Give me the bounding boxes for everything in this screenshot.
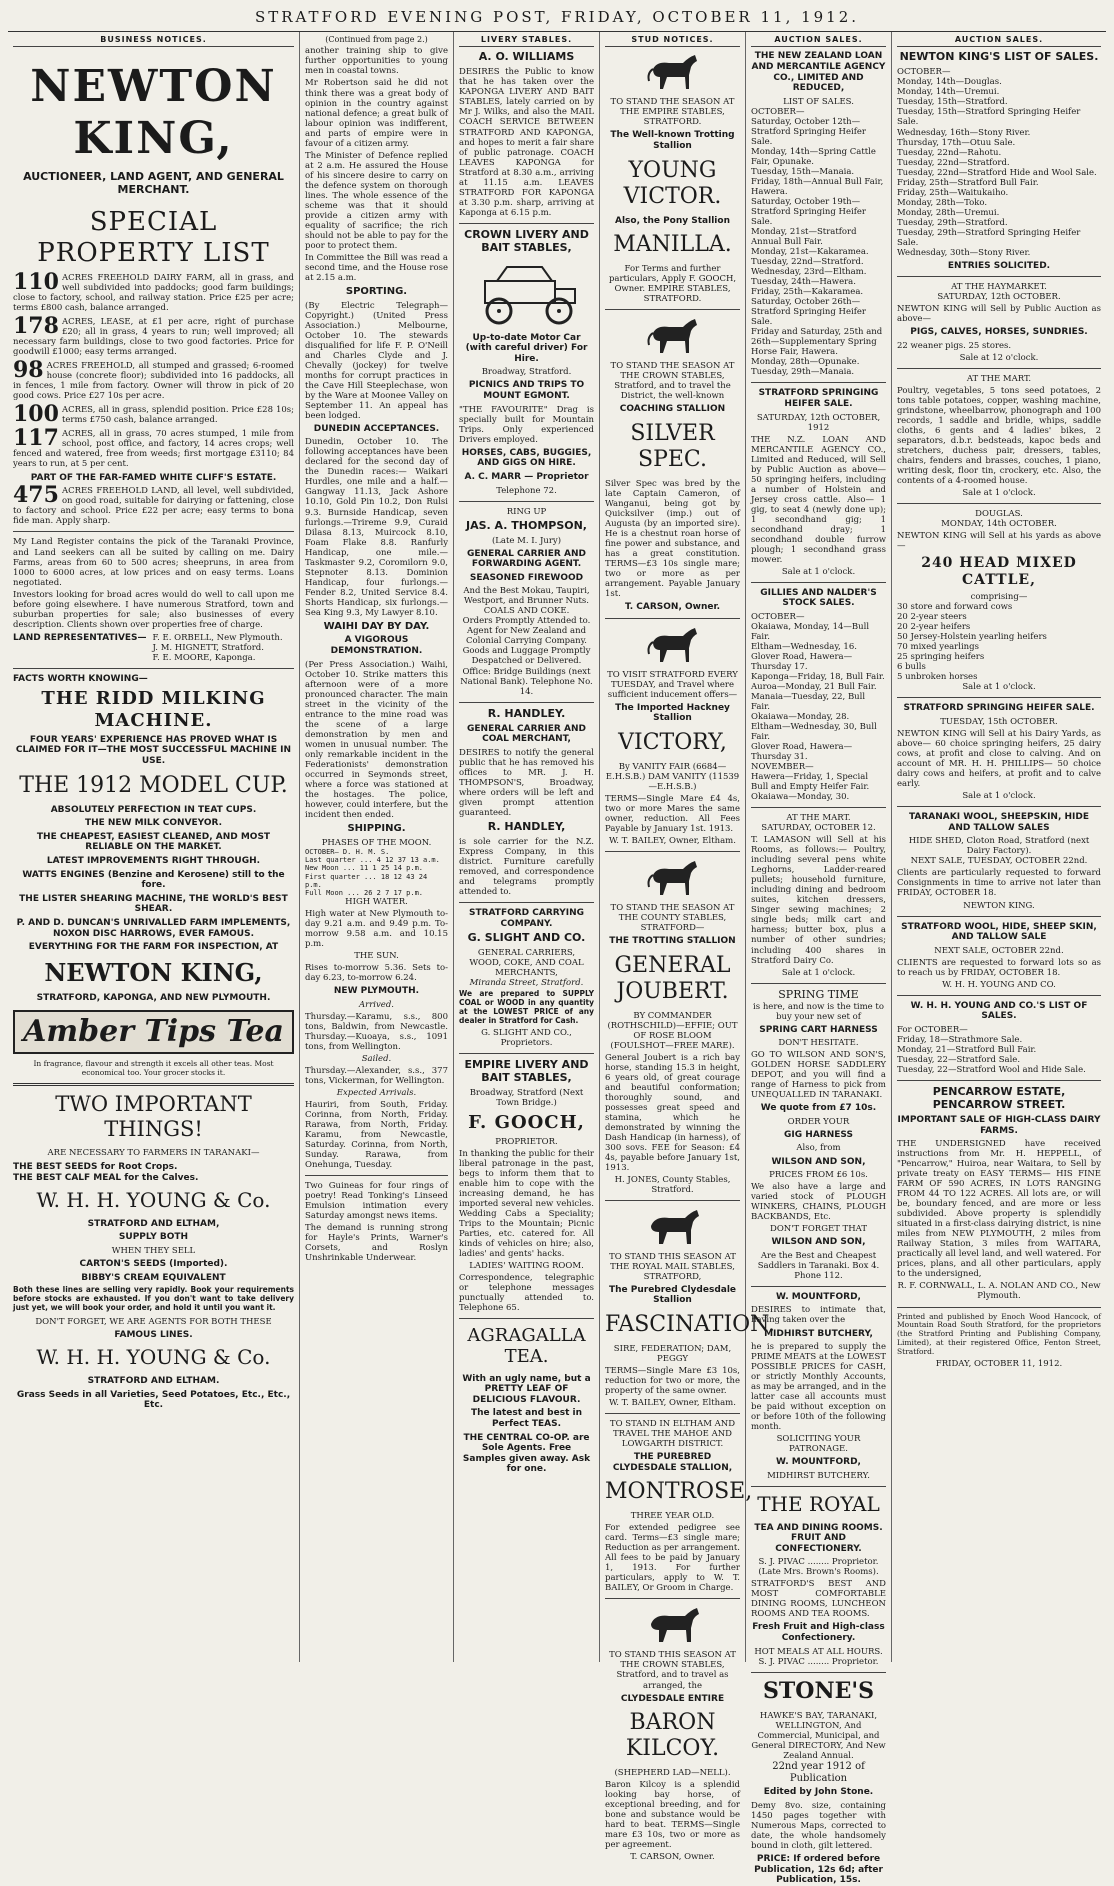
divider — [751, 807, 886, 808]
gillies-sales-list: OCTOBER— Okaiawa, Monday, 14—Bull Fair. Eltham—Wednesday, 16. Glover Road, Hawera—Thursday 17. Kaponga—Friday, 18, Bull Fair. Auroa—Monday, 21 Bull Fair. Manaia—Tuesday, 22, Bull Fair. Okaiawa—Monday, 28. Eltham—Wednesday, 30, Bull Fair. Glover Road, Hawera—Thursday 31. NOVEMBER— Hawera—Friday, 1, Special Bull and Empty Heifer Fair. Okaiawa—Monday, 30. — [751, 612, 885, 803]
nk-sales-list: OCTOBER— Monday, 14th—Douglas. Monday, 14th—Uremui. Tuesday, 15th—Stratford. Tuesday, 15th—Stratford Springing Heifer Sale. Wednesday, 16th—Stony River. Thursday, 17th—Otuu Sale. Tuesday, 22nd—Rahotu. Tuesday, 22nd—Stratford. Tuesday, 22nd—Stratford Hide and Wool Sale. Friday, 25th—Stratford Bull Fair. Friday, 25th—Waitukaiho. Monday, 28th—Toko. Monday, 28th—Uremui. Tuesday, 29th—Stratford. Tuesday, 29th—Stratford Springing Heifer Sale. Wednesday, 30th—Stony River. — [897, 67, 1097, 258]
marr: A. C. MARR — Proprietor — [464, 471, 589, 482]
divider — [13, 668, 294, 669]
dont-hesitate: DON'T HESITATE. — [778, 1038, 859, 1049]
divider — [605, 1200, 740, 1201]
mountford-2: W. MOUNTFORD, — [776, 1457, 861, 1468]
divider — [751, 582, 886, 583]
midhirst: MIDHIRST BUTCHERY, — [764, 1328, 873, 1339]
firm-role: AUCTIONEER, LAND AGENT, AND GENERAL MERCHANT. — [23, 170, 284, 197]
ad5-owner: W. T. BAILEY, Owner, Eltham. — [609, 1398, 736, 1409]
ad3-intro: TO VISIT STRATFORD EVERY TUESDAY, and Travel where sufficient inducement offers— — [607, 669, 738, 700]
property-item: 110 ACRES FREEHOLD DAIRY FARM, all in grass, and well subdivided into paddocks; good farm buildings; close to factory, school, and railway station. Price £25 per acre; terms £800 cash, balance arranged. — [13, 268, 294, 313]
next-sale: NEXT SALE, TUESDAY, OCTOBER 22nd. — [910, 856, 1088, 867]
conveyor: THE NEW MILK CONVEYOR. — [84, 818, 223, 829]
ad2-text: Silver Spec was bred by the late Captain Cameron, of Wanganui, being got by Quicksilver (imp.) out of Augusta (by an imported sire). He is a chestnut roan horse of fine power and substance, and has a great constitution. TERMS—£3 10s single mare; two or more as per arrangement. Payable January 1st. — [605, 478, 740, 599]
divider — [897, 697, 1101, 698]
cheapest: THE CHEAPEST, EASIEST CLEANED, AND MOST RELIABLE ON THE MARKET. — [36, 831, 271, 853]
ad1-also: Also, the Pony Stallion — [615, 215, 730, 226]
both-lines: Both these lines are selling very rapidly. Book your requirements before stocks are exhausted. If you don't want to take delivery just yet, we will book your order, and hold it until you want it. — [13, 1285, 294, 1312]
section-heading: AUCTION SALES. — [751, 35, 886, 47]
next-22: NEXT SALE, OCTOBER 22nd. — [934, 945, 1064, 956]
everything: EVERYTHING FOR THE FARM FOR INSPECTION, AT — [28, 942, 279, 953]
divider — [459, 702, 594, 703]
latest-teas: The latest and best in Perfect TEAS. — [470, 1408, 583, 1429]
divider — [13, 531, 294, 532]
investors-text: Investors looking for broad acres would do well to call upon me before going elsewhere. I have numerous Stratford, town and suburban properties for sale; also businesses of every description. Clients shown over properties free of charge. — [13, 589, 294, 630]
mountford-text-2: he is prepared to supply the PRIME MEATS at the LOWEST POSSIBLE PRICES for CASH, or strictly Monthly Accounts, as may be arranged, and in the latter case all accounts must be paid without exception on or before 10th of the following month. — [751, 1342, 886, 1433]
edited: Edited by John Stone. — [763, 1787, 874, 1798]
comprising: comprising— — [970, 592, 1028, 603]
ad3-pedigree: By VANITY FAIR (6684—E.H.S.B.) DAM VANITY (11539—E.H.S.B.) — [605, 761, 740, 792]
hay-text: NEWTON KING will Sell by Public Auction as above— — [897, 304, 1101, 325]
tea-note: In fragrance, flavour and strength it excels all other teas. Most economical too. Your grocer stocks it. — [33, 1058, 274, 1077]
news-para: The Minister of Defence replied at 2 a.m. He assured the House of his sincere desire to carry on the defence system on thorough lines. The whole essence of the scheme was that it should provide a citizen army with equality of sacrifice; the rich should not be able to pay for the poor to protect them. — [305, 150, 448, 251]
horse-icon — [643, 1206, 703, 1248]
ad1-sub: The Well-known Trotting Stallion — [610, 130, 735, 152]
section-heading: AUCTION SALES. — [897, 35, 1101, 47]
clients-2: CLIENTS are requested to forward lots so as to reach us by FRIDAY, OCTOBER 18. — [897, 957, 1101, 978]
motor-text: Up-to-date Motor Car (with careful driver) For Hire. — [465, 332, 588, 364]
ad7-sub: CLYDESDALE ENTIRE — [620, 1693, 725, 1704]
masthead: STRATFORD EVENING POST, FRIDAY, OCTOBER 11, 1912. — [8, 6, 1106, 32]
demy: Demy 8vo. size, containing 1450 pages together with Numerous Maps, corrected to date, the whole handsomely bound in cloth, gilt lettered. — [751, 1800, 886, 1851]
handley-2: R. HANDLEY, — [487, 819, 566, 833]
whhy: W. H. H. YOUNG AND CO. — [942, 979, 1056, 990]
divider — [605, 851, 740, 852]
ad7-owner: T. CARSON, Owner. — [630, 1852, 715, 1863]
ad1-intro: TO STAND THE SEASON AT THE EMPIRE STABLES, STRATFORD. — [610, 97, 735, 128]
news-para: Mr Robertson said he did not think there was a great body of opinion in the country against national defence; a great bulk of labour opinion was indifferent, and parts of empire were in favour of a citizen army. — [305, 78, 448, 149]
supply: SUPPLY BOTH — [118, 1232, 189, 1243]
divider — [305, 1175, 448, 1176]
ad1-terms: For Terms and further particulars, Apply F. GOOCH, Owner. EMPIRE STABLES, STRATFORD. — [608, 264, 737, 305]
gillies-heading: GILLIES AND NALDER'S STOCK SALES. — [760, 587, 877, 609]
ad2-sub: COACHING STALLION — [619, 404, 726, 415]
ad4-owner: H. JONES, County Stables, Stratford. — [614, 1174, 731, 1195]
douglas-text: NEWTON KING will Sell at his yards as above— — [897, 531, 1101, 552]
column-news — [300, 32, 454, 1662]
divider — [459, 902, 594, 903]
royal: THE ROYAL — [757, 1491, 880, 1516]
office: Office: Bridge Buildings (next National Bank). Telephone No. 14. — [460, 666, 593, 697]
arrived-text: Thursday.—Karamu, s.s., 800 tons, Baldwin, from Newcastle. Thursday.—Kuoaya, s.s., 1091 tons, from Wellington. — [305, 1012, 448, 1053]
gooch-text: In thanking the public for their liberal patronage in the past, begs to inform them that to enable him to cope with the increasing demand, he has imported several new vehicles. Wedding Cabs a Speciality; Trips to the Mountain; Picnic Parties, etc. catered for. All kinds of vehicles on hire; also, ladies' and gents' hacks. — [459, 1148, 594, 1259]
hot-meals: HOT MEALS AT ALL HOURS. — [754, 1646, 883, 1657]
property-list-title: SPECIAL PROPERTY LIST — [37, 207, 270, 268]
property-item: 98 ACRES FREEHOLD, all stumped and grassed; 6-roomed house (concrete floor); subdivided into 16 paddocks, all in fences, 1 mile from factory. Owner will throw in pick of 20 good cows. Price £27 10s per acre. — [13, 356, 294, 401]
late-brown: (Late Mrs. Brown's Rooms). — [758, 1567, 879, 1578]
mart-date: SATURDAY, OCTOBER 12. — [761, 823, 876, 834]
column-business-notices — [8, 32, 300, 1662]
property-item: 475 ACRES FREEHOLD LAND, all level, well subdivided, on good road, suitable for dairying or fattening, close to factory and school. Price £22 per acre; easy terms to bona fide man. Apply sharp. — [13, 482, 294, 527]
sporting-heading: SPORTING. — [345, 285, 408, 297]
divider — [751, 983, 886, 984]
orders: Orders Promptly Attended to. — [462, 616, 591, 627]
register-text: My Land Register contains the pick of the Taranaki Province, and Land seekers can all be suited by calling on me. Dairy Farms, areas from 60 to 500 acres; sheepruns, in area from 1000 to 6000 acres, at low prices and on easy terms. Loans negotiated. — [13, 537, 294, 588]
divider — [897, 368, 1101, 369]
horse-icon — [643, 315, 703, 357]
important-sale: IMPORTANT SALE OF HIGH-CLASS DAIRY FARMS. — [897, 1115, 1101, 1136]
ad4-pedigree: BY COMMANDER (ROTHSCHILD)—EFFIE; OUT OF ROSE BLOOM (FOULSHOT—FREE MARE). — [607, 1010, 738, 1051]
duncan: P. AND D. DUNCAN'S UNRIVALLED FARM IMPLEMENTS, NOXON DISC HARROWS, EVER FAMOUS. — [16, 918, 291, 939]
sale-1: Sale at 1 o'clock. — [962, 488, 1036, 499]
land-representatives: LAND REPRESENTATIVES— F. E. ORBELL, New Plymouth. J. M. HIGNETT, Stratford. F. E. MOORE, Kaponga. — [13, 632, 283, 663]
stones: STONE'S — [763, 1677, 874, 1704]
crown-stables: CROWN LIVERY AND BAIT STABLES, — [464, 227, 589, 254]
section-heading: STUD NOTICES. — [605, 35, 740, 47]
spring-time: SPRING TIME — [778, 987, 859, 1001]
perfection: ABSOLUTELY PERFECTION IN TEAT CUPS. — [50, 804, 257, 815]
year-line: 22nd year 1912 of Publication — [772, 1760, 865, 1784]
best-saddlers: Are the Best and Cheapest Saddlers in Taranaki. Box 4. Phone 112. — [757, 1250, 880, 1281]
famous: FAMOUS LINES. — [114, 1329, 193, 1340]
moon-table: OCTOBER— D. H. M. S. Last quarter ... 4 12 37 13 a.m. New Moon ... 11 1 25 14 p.m. First quarter ... 18 12 43 24 p.m. Full Moon ... 26 2 7 17 p.m. — [305, 847, 440, 897]
ad4-sub: THE TROTTING STALLION — [609, 936, 736, 946]
broadway: Broadway, Stratford (Next Town Bridge.) — [469, 1087, 584, 1108]
empire-stables: EMPIRE LIVERY AND BAIT STABLES, — [464, 1057, 589, 1084]
guineas-text: Two Guineas for four rings of poetry! Read Tonking's Linseed Emulsion intimation every Saturday amongst news items. — [305, 1181, 448, 1222]
divider — [897, 806, 1101, 807]
horse-icon — [643, 857, 703, 899]
stones-text: HAWKE'S BAY, TARANAKI, WELLINGTON, And Commercial, Municipal, and General DIRECTORY, And New Zealand Annual. — [751, 1710, 886, 1761]
motor-place: Broadway, Stratford. — [481, 367, 572, 378]
ad3-terms: TERMS—Single Mare £4 4s, two or more Mares the same owner, reduction. All Fees Payable by January 1st. 1913. — [605, 793, 740, 834]
ridd-line: THE RIDD MILKING MACHINE. — [41, 688, 266, 731]
news-para: another training ship to give further opportunities to young men in coastal towns. — [305, 46, 448, 77]
sale-1c: Sale at 1 o'clock. — [962, 791, 1036, 802]
column-auction-sales-2 — [892, 32, 1106, 1662]
nk-heading: NEWTON KING'S LIST OF SALES. — [899, 50, 1099, 64]
ssh-text: THE N.Z. LOAN AND MERCANTILE AGENCY CO., Limited and Reduced, will Sell by Public Auction as above— 50 springing heifers, including a number of Holstein and Jersey cross cattle. Also— 1 gig, to seat 4 (newly done up); 1 secondhand gig; 1 secondhand dray; 1 secondhand double furrow plough; 1 secondhand grass mower. — [751, 434, 886, 565]
ugly-name: With an ugly name, but a PRETTY LEAF OF DELICIOUS FLAVOUR. — [462, 1373, 591, 1405]
ad2-owner: T. CARSON, Owner. — [624, 602, 721, 612]
waihi-para: (Per Press Association.) Waihi, October 10. Strike matters this afternoon were of a more pronounced character. The main street in the vicinity of the entrance to the mine road was the scene of a large demonstration by men and women in unusual number. The only remarkable incident in the Federationists' demonstration occurred in Seymonds street, where a force was stationed at the hostages. The police, however, could interfere, but the incident then ended. — [305, 659, 448, 820]
when: WHEN THEY SELL — [111, 1246, 196, 1257]
divider — [751, 1486, 886, 1487]
column-stud-notices — [600, 32, 776, 1863]
divider — [751, 382, 886, 383]
divider — [459, 223, 594, 224]
ad5-name: FASCINATION. — [605, 1312, 776, 1338]
slight-role: GENERAL CARRIERS, — [477, 948, 576, 959]
horses-on-hire: HORSES, CABS, BUGGIES, AND GIGS ON HIRE. — [461, 447, 592, 469]
spring-text: is here, and now is the time to buy your new set of — [753, 1001, 884, 1022]
slight: G. SLIGHT AND CO. — [467, 931, 586, 945]
ad3-sub: The Imported Hackney Stallion — [615, 702, 730, 724]
ladies-room: LADIES' WAITING ROOM. — [469, 1260, 584, 1271]
ssh-date: TUESDAY, 15th OCTOBER. — [940, 717, 1058, 728]
dunedin-heading: DUNEDIN ACCEPTANCES. — [313, 423, 440, 434]
wilson-2: WILSON AND SON, — [771, 1156, 866, 1167]
sale-12: Sale at 12 o'clock. — [959, 353, 1039, 363]
property-list — [13, 268, 294, 469]
section-heading: BUSINESS NOTICES. — [13, 35, 294, 47]
pivac: S. J. PIVAC ........ Proprietor. — [758, 1557, 879, 1568]
sale-1b: Sale at 1 o'clock. — [962, 682, 1036, 693]
ad6-name: MONTROSE, — [605, 1479, 753, 1505]
clients: Clients are particularly requested to forward Consignments in time to arrive not later than FRIDAY, OCTOBER 18. — [897, 868, 1101, 899]
ad5-terms: TERMS—Single Mare £3 10s, reduction for two or more, the property of the same owner. — [605, 1366, 740, 1397]
nzl-sales-list: OCTOBER— Saturday, October 12th—Stratford Springing Heifer Sale. Monday, 14th—Spring Cattle Fair, Opunake. Tuesday, 15th—Manaia. Friday, 18th—Annual Bull Fair, Hawera. Saturday, October 19th—Stratford Springing Heifer Sale. Monday, 21st—Stratford Annual Bull Fair. Monday, 21st—Kakaramea. Tuesday, 22nd—Stratford. Wednesday, 23rd—Eltham. Tuesday, 24th—Hawera. Friday, 25th—Kakaramea. Saturday, October 26th—Stratford Springing Heifer Sale. Friday and Saturday, 25th and 26th—Supplementary Spring Horse Fair, Hawera. Monday, 28th—Opunake. Tuesday, 29th—Manaia. — [751, 106, 884, 378]
scc: STRATFORD CARRYING COMPANY. — [468, 907, 584, 929]
swhs-heading: STRATFORD WOOL, HIDE, SHEEP SKIN, AND TALLOW SALE — [901, 921, 1097, 943]
ad1-name-2: MANILLA. — [613, 232, 732, 258]
ssh-text: NEWTON KING will Sell at his Dairy Yards, as above— 60 choice springing heifers, 25 dairy cows, at profit and close to calving. And on account of MR. H. H. PHILLIPS— 50 choice dairy cows and heifers, at profit and to calve early. — [897, 729, 1101, 790]
shipping-heading: SHIPPING. — [347, 822, 406, 834]
dont-forget: DON'T FORGET THAT — [770, 1224, 867, 1235]
divider — [605, 1413, 740, 1414]
necessary: ARE NECESSARY TO FARMERS IN TARANAKI— — [47, 1147, 260, 1158]
coals: COALS AND COKE. — [483, 606, 570, 617]
order-your: ORDER YOUR — [787, 1116, 850, 1127]
ssh-heading: STRATFORD SPRINGING HEIFER SALE. — [758, 388, 879, 409]
pencarrow: PENCARROW ESTATE, PENCARROW STREET. — [932, 1085, 1066, 1112]
ad5-pedigree: SIRE, FEDERATION; DAM, PEGGY — [613, 1344, 732, 1365]
latest: LATEST IMPROVEMENTS RIGHT THROUGH. — [46, 855, 261, 866]
fresh: Fresh Fruit and High-class Confectionery. — [752, 1622, 885, 1644]
miranda: Miranda Street, Stratford. — [469, 978, 584, 989]
seeds-footer: Grass Seeds in all Varieties, Seed Potatoes, Etc., Etc., Etc. — [16, 1389, 291, 1411]
whh-young: W. H. H. YOUNG & Co. — [36, 1188, 271, 1213]
divider — [897, 276, 1101, 277]
property-item: 100 ACRES, all in grass, splendid position. Price £28 10s; terms £750 cash, balance arranged. — [13, 400, 294, 427]
ad7-text: Baron Kilcoy is a splendid looking bay horse, of exceptional breeding, and for bone and substance would be hard to beat. TERMS—Single mare £3 10s, two or more as per agreement. — [605, 1780, 740, 1851]
signers: R. F. CORNWALL, L. A. NOLAN AND CO., New Plymouth. — [897, 1281, 1101, 1302]
sporting-para: (By Electric Telegraph—Copyright.) (United Press Association.) Melbourne, October 10. The stewards disqualified for life F. P. O'Neill and Charles Clyde and J. Chevally (jockey) for twelve months for corrupt practices in the Cave Hill Steeplechase, won by the Ware at Moonee Valley on September 11. An appeal has been lodged. — [305, 300, 448, 421]
pivac-2: S. J. PIVAC ........ Proprietor. — [758, 1656, 879, 1667]
hay-date: SATURDAY, 12th OCTOBER. — [937, 292, 1061, 303]
divider — [897, 1307, 1101, 1308]
ssh-date: SATURDAY, 12th OCTOBER, 1912 — [756, 412, 881, 433]
price: PRICE: If ordered before Publication, 12s 6d; after Publication, 15s. — [754, 1853, 883, 1886]
wool-heading: TARANAKI WOOL, SHEEPSKIN, HIDE AND TALLOW SALES — [908, 812, 1090, 833]
ad5-sub: The Purebred Clydesdale Stallion — [608, 1284, 737, 1306]
late-jury: (Late M. I. Jury) — [491, 535, 562, 546]
ad3-name: VICTORY, — [618, 729, 727, 755]
mart-text: T. LAMASON will Sell at his Rooms, as follows:— Poultry, including several pens white Leghorns, Ladder-reared pullets; household furniture, including dining and bedroom suites, kitchen dressers, Singer sewing machines; 2 single beds; milk cart and harness; butter box, plus a number of other sundries; including 400 shares in Stratford Dairy Co. — [751, 835, 886, 966]
columns — [8, 32, 1106, 1886]
ad2-name: SILVER SPEC. — [630, 420, 715, 472]
news-para: In Committee the Bill was read a second time, and the House rose at 2.15 a.m. — [305, 252, 448, 283]
mart-heading: AT THE MART. — [786, 813, 851, 824]
mart-sale: Sale at 1 o'clock. — [781, 967, 856, 978]
telephone: Telephone 72. — [496, 485, 557, 496]
douglas-date: MONDAY, 14th OCTOBER. — [941, 519, 1057, 530]
weaner: 22 weaner pigs. 25 stores. — [897, 340, 1012, 351]
horse-icon — [643, 624, 703, 666]
amber-tips-tea-logo: Amber Tips Tea — [13, 1010, 294, 1054]
vigorous: A VIGOROUS DEMONSTRATION. — [330, 635, 423, 657]
ad6-intro: TO STAND IN ELTHAM AND TRAVEL THE MAHOE AND LOWGARTH DISTRICT. — [609, 1419, 736, 1450]
head-cattle: 240 HEAD MIXED CATTLE, — [921, 555, 1077, 588]
continued: (Continued from page 2.) — [325, 35, 428, 44]
towns: STRATFORD, KAPONGA, AND NEW PLYMOUTH. — [36, 993, 271, 1004]
soliciting: SOLICITING YOUR PATRONAGE. — [776, 1434, 861, 1455]
proprietor: PROPRIETOR. — [495, 1136, 558, 1147]
four-years: FOUR YEARS' EXPERIENCE HAS PROVED WHAT IS CLAIMED FOR IT—THE MOST SUCCESSFUL MACHINE IN USE. — [15, 734, 292, 766]
sun-text: Rises to-morrow 5.36. Sets to-day 6.23, to-morrow 6.24. — [305, 963, 448, 984]
ad6-sub: THE PUREBRED CLYDESDALE STALLION, — [612, 1452, 733, 1473]
divider — [13, 1083, 294, 1086]
firewood: SEASONED FIREWOOD — [469, 572, 584, 583]
williams-text: DESIRES the Public to know that he has taken over the KAPONGA LIVERY AND BAIT STABLES, lately carried on by Mr J. Wilks, and also the MAIL COACH SERVICE BETWEEN STRATFORD AND KAPONGA, and hopes to merit a fair share of public patronage. COACH LEAVES KAPONGA for Stratford at 8.30 a.m., arriving at 11.15 a.m. LEAVES STRATFORD FOR KAPONGA at 3.30 p.m. sharp, arriving at Kaponga at 6.15 p.m. — [459, 67, 594, 218]
wilson-text: GO TO WILSON AND SON'S, GOLDEN HORSE SADDLERY DEPOT, and you will find a range of Harness to pick from UNEQUALLED IN TARANAKI. — [751, 1050, 886, 1101]
list-of-sales: LIST OF SALES. — [783, 96, 854, 107]
ad6-terms: For extended pedigree see card. Terms—£3 single mare; Reduction as per arrangement. All fees to be paid by January 1, 1913. For further particulars, apply to W. T. BAILEY, Or Groom in Charge. — [605, 1523, 740, 1594]
ad5-intro: TO STAND THIS SEASON AT THE ROYAL MAIL STABLES, STRATFORD, — [609, 1251, 736, 1282]
sailed-text: Thursday.—Alexander, s.s., 377 tons, Vickerman, for Wellington. — [305, 1066, 448, 1087]
divider — [605, 309, 740, 310]
divider — [897, 1080, 1101, 1081]
divider — [459, 501, 594, 502]
pigs: PIGS, CALVES, HORSES, SUNDRIES. — [910, 327, 1088, 338]
whh-place: STRATFORD AND ELTHAM, — [87, 1218, 220, 1229]
ad7-pedigree: (SHEPHERD LAD—NELL). — [614, 1768, 731, 1779]
coop: THE CENTRAL CO-OP. are Sole Agents. Free Samples given away. Ask for one. — [462, 1432, 591, 1475]
estate-title: PART OF THE FAR-FAMED WHITE CLIFF'S ESTATE. — [30, 472, 277, 483]
ad1-name: YOUNG VICTOR. — [623, 157, 722, 209]
royal-sub: TEA AND DINING ROOMS. FRUIT AND CONFECTIONERY. — [754, 1522, 883, 1554]
nk-2: NEWTON KING. — [963, 900, 1035, 911]
two-things: TWO IMPORTANT THINGS! — [55, 1092, 252, 1142]
mart-text: Poultry, vegetables, 5 tons seed potatoes, 2 tons table potatoes, copper, washing machine, grindstone, wheelbarrow, phonograph and 100 records, 1 saddle and bridle, whips, saddle cloths, 6 gents and 4 ladies' bikes, 2 separators, d.b.r. bedsteads, kapoc beds and stretchers, duchess pair, dressers, tables, chairs, fenders and brasses, couches, 1 piano, writing desk, floor tin, crockery, etc. Also, the contents of a 4-roomed house. — [897, 386, 1101, 487]
goods: Goods and Luggage Promptly Despatched or Delivered. — [462, 646, 591, 667]
facts-label: FACTS WORTH KNOWING— — [13, 673, 148, 684]
divider — [897, 995, 1101, 996]
firm-name-2: NEWTON KING, — [44, 957, 263, 987]
mountford-text: DESIRES to intimate that, having taken over the — [751, 1305, 886, 1326]
quote: We quote from £7 10s. — [760, 1103, 877, 1114]
divider — [897, 916, 1101, 917]
best-calf: THE BEST CALF MEAL for the Calves. — [13, 1172, 199, 1183]
watts: WATTS ENGINES (Benzine and Kerosene) still to the fore. — [22, 869, 285, 891]
haymarket: AT THE HAYMARKET. — [951, 282, 1047, 293]
horse-icon — [643, 51, 703, 93]
divider — [459, 1053, 594, 1054]
lister: THE LISTER SHEARING MACHINE, THE WORLD'S BEST SHEAR. — [19, 893, 288, 915]
motor-car-illustration — [467, 259, 587, 329]
slight-2: G. SLIGHT AND CO., Proprietors. — [481, 1027, 572, 1048]
ssh-sale: Sale at 1 o'clock. — [781, 566, 856, 577]
ad6-age: THREE YEAR OLD. — [630, 1511, 715, 1522]
model-cup: THE 1912 MODEL CUP. — [19, 772, 288, 798]
agent: Agent for New Zealand and Colonial Carrying Company. — [465, 626, 587, 647]
wilson-3: WILSON AND SON, — [771, 1237, 866, 1248]
whhy-sales-list: For OCTOBER— Friday, 18—Strathmore Sale. Monday, 21—Stratford Bull Fair. Tuesday, 22—Stratford Sale. Tuesday, 22—Stratford Wool and Hide Sale. — [897, 1025, 1086, 1076]
spring-cart: SPRING CART HARNESS — [759, 1024, 878, 1035]
handley-title: GENERAL CARRIER AND COAL MERCHANT, — [467, 723, 586, 745]
ad4-text: General Joubert is a rich bay horse, standing 15.3 in height, 6 years old, of great courage and beautiful conformation; thoroughly sound, and possesses great speed and stamina, which he demonstrated by winning the Dash Handicap (in harness), of 300 sovs. FEE for Season: £4 4s, payable before January 1st, 1913. — [605, 1052, 740, 1173]
handley2-text: is sole carrier for the N.Z. Express Company, in this district. Furniture carefully removed, and correspondence and telegrams promptly attended to. — [459, 836, 594, 897]
firm-name: NEWTON KING, — [30, 61, 277, 165]
gooch: F. GOOCH, — [468, 1111, 585, 1133]
cartons: CARTON'S SEEDS (Imported). — [79, 1259, 228, 1270]
also-from: Also, from — [796, 1143, 841, 1154]
prices: PRICES FROM £6 10s. — [769, 1170, 868, 1181]
sun-heading: THE SUN. — [354, 951, 399, 962]
dont-forget: DON'T FORGET, WE ARE AGENTS FOR BOTH THESE — [35, 1316, 272, 1327]
ad2-intro: TO STAND THE SEASON AT THE CROWN STABLES, Stratford, and to travel the District, the well-known — [610, 361, 735, 402]
wood-coke: WOOD, COKE, AND COAL MERCHANTS, — [469, 958, 584, 979]
divider — [897, 503, 1101, 504]
expected-heading: Expected Arrivals. — [336, 1088, 417, 1099]
ad7-name: BARON KILCOY. — [625, 1710, 720, 1762]
ad4-name: GENERAL JOUBERT. — [614, 952, 731, 1004]
np-heading: NEW PLYMOUTH. — [333, 986, 420, 997]
high-water-text: High water at New Plymouth to-day 9.21 a.m. and 9.49 p.m. To-morrow 9.58 a.m. and 10.15 p.m. — [305, 909, 448, 950]
picnics: PICNICS AND TRIPS TO MOUNT EGMONT. — [468, 380, 585, 402]
royal-text: STRATFORD'S BEST AND MOST COMFORTABLE DINING ROOMS, LUNCHEON ROOMS AND TEA ROOMS. — [751, 1579, 886, 1620]
whh-young-2: W. H. H. YOUNG & Co. — [36, 1345, 271, 1370]
waihi-heading: WAIHI DAY BY DAY. — [323, 620, 430, 632]
douglas: DOUGLAS. — [975, 509, 1023, 520]
divider — [605, 1598, 740, 1599]
horse-icon — [643, 1604, 703, 1646]
best-seeds: THE BEST SEEDS for Root Crops. — [13, 1162, 178, 1172]
sailed-heading: Sailed. — [361, 1054, 392, 1065]
supply-coal: We are prepared to SUPPLY COAL or WOOD in any quantity at the LOWEST PRICE of any dealer in Stratford for Cash. — [459, 989, 594, 1025]
bibbys: BIBBY'S CREAM EQUIVALENT — [81, 1272, 226, 1283]
ssh-heading: STRATFORD SPRINGING HEIFER SALE. — [903, 703, 1095, 714]
handley-text: DESIRES to notify the general public that he has removed his offices to MR. J. H. THOMPSON'S, Broadway, where orders will be left and given prompt attention guaranteed. — [459, 747, 594, 818]
dunedin-para: Dunedin, October 10. The following acceptances have been declared for the second day of the Dunedin races:— Waikari Hurdles, one mile and a half.—Gangway 11.13, Jack Ashore 10.10, Gold Pin 10.2, Don Rulsi 9.3. Burnside Handicap, seven furlongs.—Trireme 9.9, Curaid Dilasa 8.13, Muircock 8.10, Foam Flake 8.8. Ranfurly Handicap, one mile.—Taskmaster 9.2, Coromilorn 9.0, Stepnoter 8.13. Dominion Handicap, four furlongs.—Fender 8.2, United Service 8.4. Shorts Handicap, six furlongs.—Sea King 9.3, My Lawyer 8.10. — [305, 437, 448, 618]
mountford: W. MOUNTFORD, — [776, 1291, 861, 1302]
agragalla: AGRAGALLA TEA. — [467, 1325, 586, 1368]
pencarrow-text: THE UNDERSIGNED have received instructions from Mr. H. HEPPELL, of "Pencarrow," Huiroa, near Waitara, to Sell by private treaty on EASY TERMS— HIS FINE FARM OF 590 ACRES, IN LOTS RANGING FROM 44 TO 122 ACRES. All lots are, or will be, boundary fenced, and are more or less subdivided. Above property is splendidly situated in a first-class dairying district, is nine miles from NEW PLYMOUTH, 2 miles from Railway Station, 3 miles from WAITARA, practically all level land, and well watered. For prices, plans, and all other particulars, apply to the undersigned, — [897, 1139, 1101, 1280]
divider — [751, 1672, 886, 1673]
expected-text: Hauriri, from South, Friday. Corinna, from North, Friday. Rarawa, from North, Friday. Karamu, from Newcastle, Saturday. Corinna, from North, Sunday. Rarawa, from Onehunga, Tuesday. — [305, 1100, 448, 1171]
plough: We also have a large and varied stock of PLOUGH WINKERS, CHAINS, PLOUGH BACKBANDS, Etc. — [751, 1182, 886, 1223]
divider — [459, 1318, 594, 1319]
arrived-heading: Arrived. — [359, 999, 394, 1010]
section-heading: LIVERY STABLES. — [459, 35, 594, 47]
divider — [751, 1286, 886, 1287]
imprint-date: FRIDAY, OCTOBER 11, 1912. — [935, 1358, 1063, 1369]
demand-text: The demand is running strong for Hayle's Prints, Warner's Corsets, and Roslyn Unshrinkable Underwear. — [305, 1223, 448, 1264]
midhirst-2: MIDHIRST BUTCHERY. — [767, 1470, 870, 1481]
entries: ENTRIES SOLICITED. — [947, 260, 1051, 271]
moon-heading: PHASES OF THE MOON. — [321, 837, 432, 848]
high-water-heading: HIGH WATER. — [345, 897, 408, 908]
column-livery-stables — [454, 32, 600, 1662]
property-item: 117 ACRES, all in grass, 70 acres stumped, 1 mile from school, post office, and factory, 14 acres crops; well fenced and watered, free from weeds; first mortgage £3110; 84 years to run, at 5 per cent. — [13, 424, 294, 469]
general-carrier: GENERAL CARRIER AND FORWARDING AGENT. — [467, 548, 586, 570]
nzl-heading: THE NEW ZEALAND LOAN AND MERCANTILE AGENCY CO., LIMITED AND REDUCED, — [751, 51, 886, 94]
whh2-place: STRATFORD AND ELTHAM. — [87, 1376, 220, 1387]
column-auction-sales — [746, 32, 892, 1886]
williams: A. O. WILLIAMS — [478, 50, 575, 64]
hide-shed: HIDE SHED, Cloton Road, Stratford (next Dairy Factory). — [908, 836, 1090, 857]
thompson: JAS. A. THOMPSON, — [466, 518, 587, 532]
cattle-list: 30 store and forward cows 20 2-year steers 20 2-year heifers 50 Jersey-Holstein yearling heifers 70 mixed yearlings 25 springing heifers 6 bulls 5 unbroken horses — [897, 602, 1047, 683]
favourite: "THE FAVOURITE" Drag is specially built for Mountain Trips. Only experienced Drivers employed. — [459, 404, 594, 445]
imprint: Printed and published by Enoch Wood Hancock, of Mountain Road South Stratford, for the proprietors (the Stratford Printing and Publishing Company, Limited), at their registered Office, Fenton Street, Stratford. — [897, 1311, 1101, 1356]
gig-harness: GIG HARNESS — [784, 1129, 853, 1140]
ring-up: RING UP — [506, 506, 547, 517]
handley: R. HANDLEY. — [487, 706, 566, 720]
whhy-list: W. H. H. YOUNG AND CO.'S LIST OF SALES. — [910, 1000, 1088, 1022]
ad4-intro: TO STAND THE SEASON AT THE COUNTY STABLES, STRATFORD— — [610, 902, 735, 933]
mokau: And the Best Mokau, Taupiri, Westport, and Brunner Nuts. — [463, 586, 590, 607]
property-item: 178 ACRES, LEASE, at £1 per acre, right of purchase £20; all in grass, 4 years to run; well improved; all necessary farm buildings, close to two good factories. Price for goodwill £1000; easy terms arranged. — [13, 312, 294, 357]
divider — [605, 618, 740, 619]
ad7-intro: TO STAND THIS SEASON AT THE CROWN STABLES, Stratford, and to travel as arranged, the — [609, 1650, 736, 1691]
mart-heading: AT THE MART. — [966, 374, 1032, 385]
ad3-owner: W. T. BAILEY, Owner, Eltham. — [609, 835, 736, 846]
correspondence: Correspondence, telegraphic or telephone messages punctually attended to. Telephone 65. — [459, 1272, 594, 1314]
